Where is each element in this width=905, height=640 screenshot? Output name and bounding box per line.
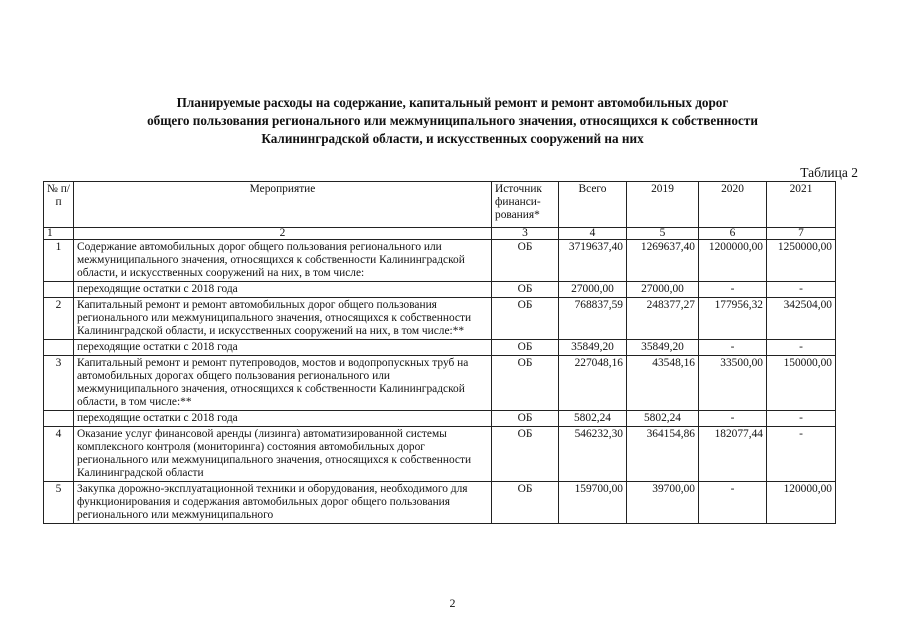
table-row [44,427,836,482]
table-label: Таблица 2 [800,165,858,180]
row-measure: Оказание услуг финансовой аренды (лизинга) автоматизированной системы комплексного контроля (мониторинга) состояния автомобильных дорог регионального или межмуниципального значения, относящихся к собственности Калининградской области [74,427,492,482]
header-measure: Мероприятие [74,182,492,228]
table-subrow [44,282,836,298]
row-num: 4 [44,427,74,482]
row-2020: 177956,32 [699,298,767,340]
row-total: 3719637,40 [559,240,627,282]
title-line-1: Планируемые расходы на содержание, капитальный ремонт и ремонт автомобильных дорог [176,95,729,110]
row-2020: - [699,482,767,524]
row-2019: 39700,00 [627,482,699,524]
subrow-measure: переходящие остатки с 2018 года [74,340,492,356]
title-line-2: общего пользования регионального или межмуниципального значения, относящихся к собственности [147,113,758,128]
table-subrow [44,340,836,356]
col-number: 6 [699,228,767,240]
subrow-2019: 5802,24 [627,411,699,427]
table-row [44,240,836,282]
header-2019: 2019 [627,182,699,228]
page-number: 2 [449,596,456,610]
row-total: 546232,30 [559,427,627,482]
row-2021: - [767,427,836,482]
row-source: ОБ [492,298,559,340]
row-2019: 43548,16 [627,356,699,411]
subrow-measure: переходящие остатки с 2018 года [74,282,492,298]
row-source: ОБ [492,482,559,524]
row-num-empty [44,282,74,298]
row-num-empty [44,411,74,427]
row-total: 227048,16 [559,356,627,411]
row-total: 768837,59 [559,298,627,340]
col-number: 2 [74,228,492,240]
header-2020: 2020 [699,182,767,228]
row-measure: Капитальный ремонт и ремонт путепроводов, мостов и водопропускных труб на автомобильных дорогах общего пользования регионального или межмуниципального значения, относящихся к собственности Калининградской области, в том числе:** [74,356,492,411]
subrow-2021: - [767,282,836,298]
row-2020: 182077,44 [699,427,767,482]
row-2021: 150000,00 [767,356,836,411]
subrow-2021: - [767,411,836,427]
subrow-total: 27000,00 [559,282,627,298]
subrow-2021: - [767,340,836,356]
title-line-3: Калининградской области, и искусственных сооружений на них [261,131,644,146]
header-total: Всего [559,182,627,228]
document-title [0,94,905,148]
subrow-total: 5802,24 [559,411,627,427]
subrow-source: ОБ [492,411,559,427]
row-2021: 1250000,00 [767,240,836,282]
row-num: 2 [44,298,74,340]
col-number: 4 [559,228,627,240]
subrow-2019: 27000,00 [627,282,699,298]
row-2019: 364154,86 [627,427,699,482]
subrow-2019: 35849,20 [627,340,699,356]
header-source: Источник финанси-рования* [492,182,559,228]
table-subrow [44,411,836,427]
table-row [44,356,836,411]
row-2021: 342504,00 [767,298,836,340]
row-num: 5 [44,482,74,524]
col-number: 7 [767,228,836,240]
col-number: 5 [627,228,699,240]
subrow-source: ОБ [492,282,559,298]
subrow-total: 35849,20 [559,340,627,356]
row-2020: 1200000,00 [699,240,767,282]
col-number: 3 [492,228,559,240]
row-source: ОБ [492,427,559,482]
header-row [44,182,836,228]
row-num: 1 [44,240,74,282]
row-2021: 120000,00 [767,482,836,524]
col-number: 1 [44,228,74,240]
row-total: 159700,00 [559,482,627,524]
row-num-empty [44,340,74,356]
row-measure: Закупка дорожно-эксплуатационной техники и оборудования, необходимого для функционирования и содержания автомобильных дорог общего пользования регионального или межмуниципального [74,482,492,524]
row-2020: 33500,00 [699,356,767,411]
row-measure: Капитальный ремонт и ремонт автомобильных дорог общего пользования регионального или межмуниципального значения, относящихся к собственности Калининградской области, и искусственных сооружений на них, в том числе:** [74,298,492,340]
row-source: ОБ [492,356,559,411]
header-num: № п/п [44,182,74,228]
header-2021: 2021 [767,182,836,228]
subrow-2020: - [699,340,767,356]
table-row [44,482,836,524]
row-source: ОБ [492,240,559,282]
expenses-table [43,181,836,524]
row-num: 3 [44,356,74,411]
row-measure: Содержание автомобильных дорог общего пользования регионального или межмуниципального значения, относящихся к собственности Калининградской области, и искусственных сооружений на них, в том числе: [74,240,492,282]
subrow-2020: - [699,282,767,298]
subrow-measure: переходящие остатки с 2018 года [74,411,492,427]
column-number-row [44,228,836,240]
subrow-2020: - [699,411,767,427]
table-row [44,298,836,340]
subrow-source: ОБ [492,340,559,356]
row-2019: 1269637,40 [627,240,699,282]
row-2019: 248377,27 [627,298,699,340]
